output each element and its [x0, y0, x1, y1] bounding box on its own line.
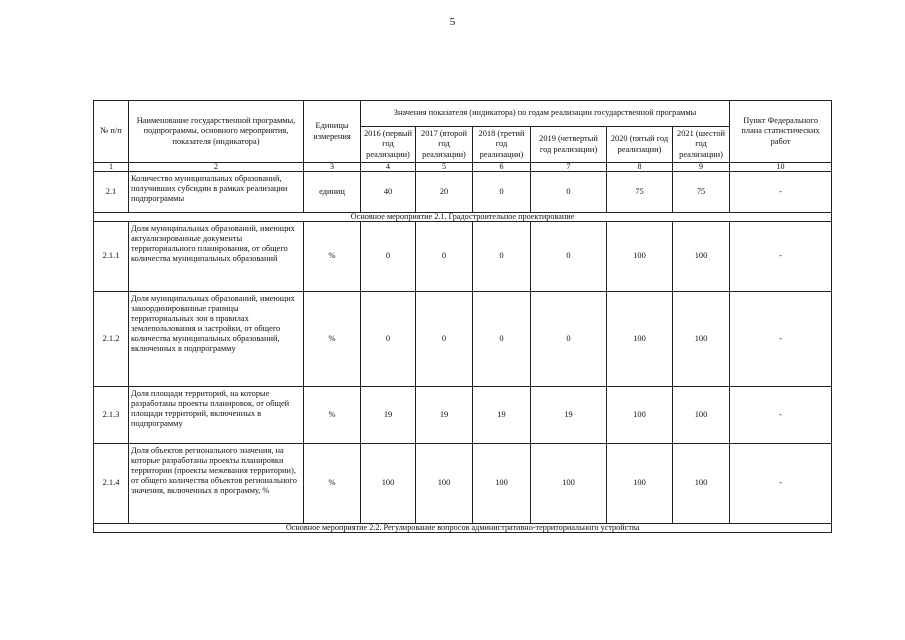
row-value-2016: 100	[361, 444, 416, 524]
row-value-2019: 19	[531, 387, 607, 444]
row-value-2016: 40	[361, 172, 416, 213]
header-federal-plan: Пункт Федерального плана статистических работ	[730, 101, 832, 163]
row-value-2016: 0	[361, 222, 416, 292]
row-value-2020: 100	[607, 444, 673, 524]
row-value-2020: 100	[607, 387, 673, 444]
row-value-2019: 0	[531, 292, 607, 387]
row-indicator-name: Доля муниципальных образований, имеющих актуализированные документы территориального планирования, от общего количества муниципальных образований	[129, 222, 304, 292]
row-value-2018: 0	[473, 222, 531, 292]
column-number: 8	[607, 163, 673, 172]
column-number: 4	[361, 163, 416, 172]
row-unit: %	[304, 387, 361, 444]
row-unit: единиц	[304, 172, 361, 213]
indicators-table	[93, 100, 832, 533]
header-year-2021: 2021 (шестой год реализации)	[673, 127, 730, 163]
header-num: № п/п	[94, 101, 129, 163]
header-unit: Единицы измерения	[304, 101, 361, 163]
header-values-group: Значения показателя (индикатора) по годам реализации государственной программы	[361, 101, 730, 127]
table-row	[94, 222, 832, 292]
row-value-2020: 75	[607, 172, 673, 213]
row-value-2021: 100	[673, 387, 730, 444]
row-value-2017: 0	[416, 222, 473, 292]
row-num: 2.1	[94, 172, 129, 213]
row-plan-ref: -	[730, 292, 832, 387]
row-value-2019: 0	[531, 172, 607, 213]
column-number: 1	[94, 163, 129, 172]
row-value-2018: 0	[473, 172, 531, 213]
column-numbers-row	[94, 163, 832, 172]
header-year-2018: 2018 (третий год реализации)	[473, 127, 531, 163]
row-value-2016: 19	[361, 387, 416, 444]
row-value-2017: 100	[416, 444, 473, 524]
section-title-2-1: Основное мероприятие 2.1. Градостроительное проектирование	[94, 213, 832, 222]
header-year-2016: 2016 (первый год реализации)	[361, 127, 416, 163]
table-row	[94, 387, 832, 444]
table-row	[94, 172, 832, 213]
section-row	[94, 524, 832, 533]
column-number: 6	[473, 163, 531, 172]
row-value-2021: 100	[673, 222, 730, 292]
column-number: 10	[730, 163, 832, 172]
row-plan-ref: -	[730, 444, 832, 524]
row-unit: %	[304, 222, 361, 292]
column-number: 2	[129, 163, 304, 172]
row-plan-ref: -	[730, 387, 832, 444]
header-name: Наименование государственной программы, подпрограммы, основного мероприятия, показателя (индикатора)	[129, 101, 304, 163]
page-number: 5	[449, 16, 456, 28]
row-value-2020: 100	[607, 292, 673, 387]
table-row	[94, 292, 832, 387]
header-year-2019: 2019 (четвертый год реализации)	[531, 127, 607, 163]
row-unit: %	[304, 444, 361, 524]
section-title-2-2: Основное мероприятие 2.2. Регулирование вопросов административно-территориального устройства	[94, 524, 832, 533]
row-value-2018: 100	[473, 444, 531, 524]
row-value-2020: 100	[607, 222, 673, 292]
row-value-2021: 100	[673, 444, 730, 524]
row-value-2017: 19	[416, 387, 473, 444]
row-indicator-name: Доля муниципальных образований, имеющих закоординированные границы территориальных зон в правилах землепользования и застройки, от общего количества муниципальных образований, включенных в подпрограмму	[129, 292, 304, 387]
row-num: 2.1.1	[94, 222, 129, 292]
header-row	[94, 101, 832, 127]
row-value-2021: 100	[673, 292, 730, 387]
column-number: 3	[304, 163, 361, 172]
row-plan-ref: -	[730, 222, 832, 292]
column-number: 5	[416, 163, 473, 172]
row-unit: %	[304, 292, 361, 387]
row-num: 2.1.2	[94, 292, 129, 387]
row-value-2019: 100	[531, 444, 607, 524]
row-num: 2.1.4	[94, 444, 129, 524]
row-value-2018: 0	[473, 292, 531, 387]
row-indicator-name: Доля площади территорий, на которые разработаны проекты планировок, от общей площади территорий, включенных в подпрограмму	[129, 387, 304, 444]
row-value-2016: 0	[361, 292, 416, 387]
column-number: 9	[673, 163, 730, 172]
header-year-2020: 2020 (пятый год реализации)	[607, 127, 673, 163]
row-indicator-name: Количество муниципальных образований, получивших субсидии в рамках реализации подпрограммы	[129, 172, 304, 213]
row-plan-ref: -	[730, 172, 832, 213]
row-value-2018: 19	[473, 387, 531, 444]
section-row	[94, 213, 832, 222]
row-value-2017: 20	[416, 172, 473, 213]
row-num: 2.1.3	[94, 387, 129, 444]
table-row	[94, 444, 832, 524]
column-number: 7	[531, 163, 607, 172]
row-value-2021: 75	[673, 172, 730, 213]
row-indicator-name: Доля объектов регионального значения, на которые разработаны проекты планировки территории (проекты межевания территории), от общего количества объектов регионального значения, включенных в программу, %	[129, 444, 304, 524]
row-value-2019: 0	[531, 222, 607, 292]
row-value-2017: 0	[416, 292, 473, 387]
header-year-2017: 2017 (второй год реализации)	[416, 127, 473, 163]
